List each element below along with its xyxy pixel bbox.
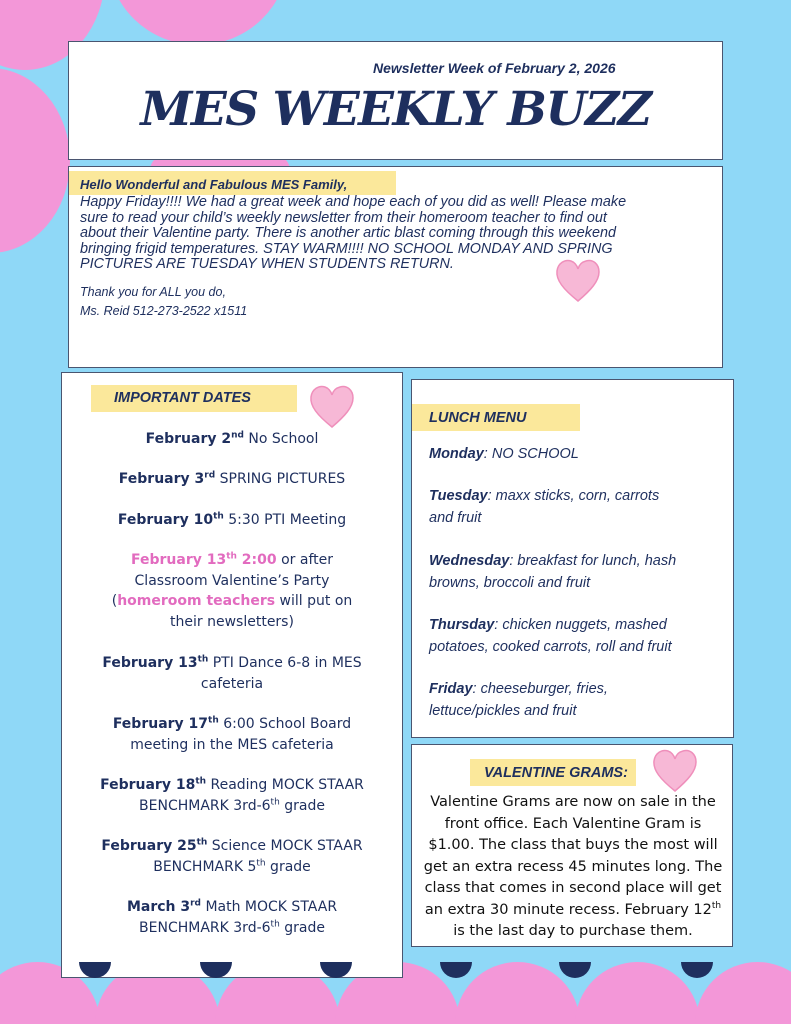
intro-line: about their Valentine party. There is another artic blast coming through this weekend (80, 225, 616, 241)
valentine-grams-panel (411, 744, 733, 947)
important-dates-label: IMPORTANT DATES (91, 385, 297, 412)
lunch-menu-panel (411, 379, 734, 738)
heart-icon (309, 383, 355, 431)
date-entry: February 13th PTI Dance 6-8 in MES cafeteria (102, 654, 362, 692)
intro-line: Happy Friday!!!! We had a great week and hope each of you did as well! Please make (80, 194, 627, 210)
date-entry: February 18th Reading MOCK STAAR BENCHMARK 3rd-6th grade (100, 776, 364, 814)
lunch-day: Tuesday: maxx sticks, corn, carrots and fruit (429, 488, 660, 526)
intro-line: bringing frigid temperatures. STAY WARM!!!! NO SCHOOL MONDAY AND SPRING (80, 240, 613, 257)
valentine-grams-text: Valentine Grams are now on sale in the front office. Each Valentine Gram is $1.00. The class that buys the most will get an extra recess 45 minutes long. The class that comes in second place will get an extra 30 minute recess. February 12th is the last day to purchase them. (423, 794, 723, 939)
intro-letter (68, 166, 723, 368)
newsletter-header (68, 41, 723, 160)
heart-icon (652, 747, 698, 795)
valentine-grams-label: VALENTINE GRAMS: (470, 759, 636, 786)
date-entry: February 13th 2:00 or after Classroom Valentine’s Party (homeroom teachers will put on their newsletters) (111, 551, 353, 630)
lunch-day: Wednesday: breakfast for lunch, hash browns, broccoli and fruit (429, 553, 677, 591)
pink-circle-decoration (0, 68, 70, 253)
pink-circle-decoration (108, 0, 288, 45)
navy-dot-decoration (559, 962, 591, 978)
important-dates-panel (61, 372, 403, 978)
date-entry: February 10th 5:30 PTI Meeting (117, 511, 347, 528)
date-entry: February 25th Science MOCK STAAR BENCHMARK 5th grade (101, 837, 363, 875)
intro-message (80, 195, 710, 273)
navy-dot-decoration (681, 962, 713, 978)
date-entry: March 3rd Math MOCK STAAR BENCHMARK 3rd-6th grade (126, 898, 338, 936)
newsletter-date: Newsletter Week of February 2, 2026 (373, 60, 616, 76)
intro-line: sure to read your child’s weekly newsletter from their homeroom teacher to find out (80, 209, 607, 226)
date-entry: February 17th 6:00 School Board meeting in the MES cafeteria (112, 715, 352, 753)
thanks-line: Thank you for ALL you do, (80, 285, 226, 299)
date-entry: February 3rd SPRING PICTURES (118, 470, 346, 487)
signature-line: Ms. Reid 512-273-2522 x1511 (80, 304, 248, 318)
heart-icon (555, 257, 601, 305)
lunch-day: Friday: cheeseburger, fries, lettuce/pickles and fruit (429, 681, 608, 719)
navy-dot-decoration (440, 962, 472, 978)
intro-line: PICTURES ARE TUESDAY WHEN STUDENTS RETURN. (80, 256, 454, 272)
greeting-label: Hello Wonderful and Fabulous MES Family, (69, 171, 396, 195)
date-entry: February 2nd No School (145, 430, 319, 447)
page-title: MES WEEKLY BUZZ (140, 82, 651, 137)
pink-scallop-decoration (575, 962, 700, 1024)
lunch-menu-label: LUNCH MENU (412, 404, 580, 431)
lunch-day: Thursday: chicken nuggets, mashed potatoes, cooked carrots, roll and fruit (429, 617, 672, 655)
lunch-day: Monday: NO SCHOOL (429, 446, 579, 462)
